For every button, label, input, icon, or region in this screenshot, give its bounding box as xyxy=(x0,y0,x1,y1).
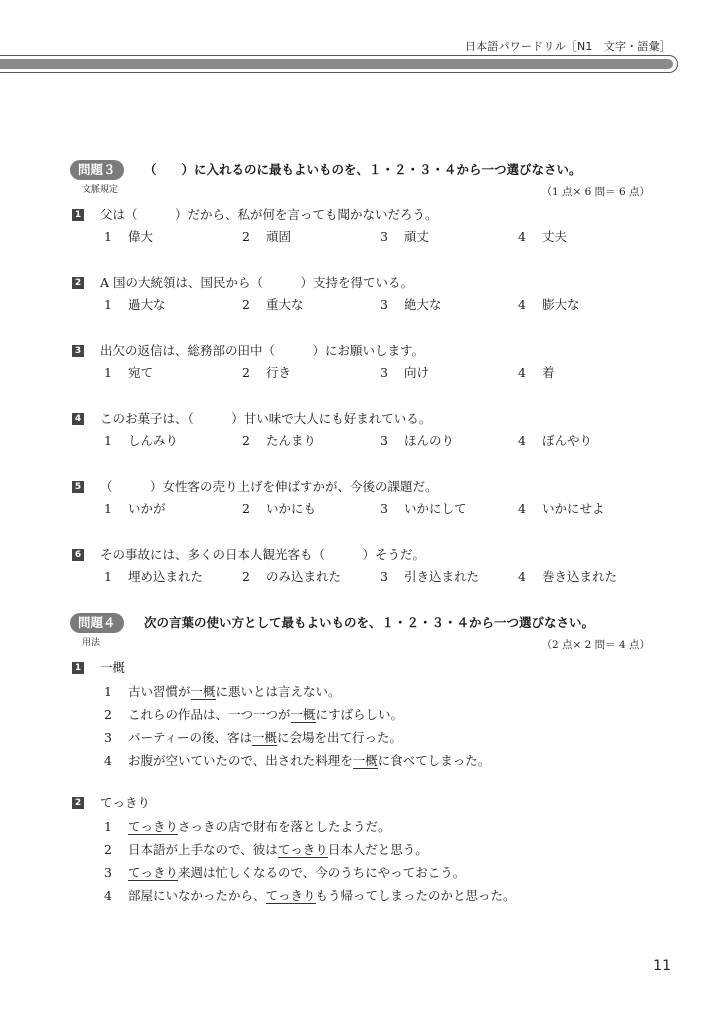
option-3[interactable]: 3 頑丈 xyxy=(380,229,430,244)
option-2[interactable]: 2 たんまり xyxy=(242,433,317,448)
section-4-instruction: 次の言葉の使い方として最もよいものを、１・２・３・４から一つ選びなさい。 xyxy=(144,615,595,630)
question-word: 一概 xyxy=(100,660,126,675)
usage-option-1[interactable]: 1 てっきりさっきの店で財布を落としたようだ。 xyxy=(104,819,391,834)
option-4[interactable]: 4 膨大な xyxy=(518,297,580,312)
question-text: このお菓子は、（ ）甘い味で大人にも好まれている。 xyxy=(100,411,432,426)
section-4-heading xyxy=(70,613,650,651)
option-3[interactable]: 3 向け xyxy=(380,365,430,380)
option-4[interactable]: 4 いかにせよ xyxy=(518,501,605,516)
header-bar xyxy=(0,55,678,73)
option-4[interactable]: 4 着 xyxy=(518,365,555,380)
option-2[interactable]: 2 行き xyxy=(242,365,292,380)
question-number: 3 xyxy=(72,345,84,357)
section-4-badge: 問題４ xyxy=(70,613,124,633)
header-bar-fill xyxy=(0,59,673,69)
header-title: 日本語パワードリル［N1 文字・語彙］ xyxy=(464,40,671,53)
option-3[interactable]: 3 絶大な xyxy=(380,297,442,312)
section-3-heading xyxy=(70,160,650,198)
question-text: （ ）女性客の売り上げを伸ばすかが、今後の課題だ。 xyxy=(100,479,438,494)
option-1[interactable]: 1 過大な xyxy=(104,297,166,312)
option-1[interactable]: 1 偉大 xyxy=(104,229,154,244)
section-4-score: （2 点× 2 問＝ 4 点） xyxy=(541,639,650,651)
question-number: 2 xyxy=(72,797,84,809)
options xyxy=(104,433,664,451)
option-2[interactable]: 2 のみ込まれた xyxy=(242,569,342,584)
question-number: 1 xyxy=(72,209,84,221)
question-number: 4 xyxy=(72,413,84,425)
question-text: A 国の大統領は、国民から（ ）支持を得ている。 xyxy=(100,275,414,290)
question-4-1 xyxy=(70,660,650,770)
question-number: 5 xyxy=(72,481,84,493)
section-4 xyxy=(70,613,650,903)
option-1[interactable]: 1 いかが xyxy=(104,501,166,516)
usage-option-3[interactable]: 3 てっきり来週は忙しくなるので、今のうちにやっておこう。 xyxy=(104,865,466,880)
usage-option-2[interactable]: 2 日本語が上手なので、彼はてっきり日本人だと思う。 xyxy=(104,842,428,857)
usage-option-2[interactable]: 2 これらの作品は、一つ一つが一概にすばらしい。 xyxy=(104,707,404,722)
option-1[interactable]: 1 しんみり xyxy=(104,433,179,448)
question-number: 1 xyxy=(72,662,84,674)
page-number: 11 xyxy=(653,958,671,974)
usage-option-4[interactable]: 4 部屋にいなかったから、てっきりもう帰ってしまったのかと思った。 xyxy=(104,888,516,903)
section-3-instruction: （ ）に入れるのに最もよいものを、１・２・３・４から一つ選びなさい。 xyxy=(144,162,582,177)
option-4[interactable]: 4 ぼんやり xyxy=(518,433,593,448)
usage-option-4[interactable]: 4 お腹が空いていたので、出された料理を一概に食べてしまった。 xyxy=(104,753,491,768)
question-text: 父は（ ）だから、私が何を言っても聞かないだろう。 xyxy=(100,207,438,222)
option-2[interactable]: 2 重大な xyxy=(242,297,304,312)
question-number: 2 xyxy=(72,277,84,289)
section-3-subtitle: 文脈規定 xyxy=(82,185,119,195)
options xyxy=(104,569,664,587)
option-4[interactable]: 4 丈夫 xyxy=(518,229,568,244)
options xyxy=(104,229,664,247)
option-3[interactable]: 3 引き込まれた xyxy=(380,569,480,584)
option-2[interactable]: 2 いかにも xyxy=(242,501,317,516)
question-text: 出欠の返信は、総務部の田中（ ）にお願いします。 xyxy=(100,343,425,358)
question-4-2 xyxy=(70,795,650,905)
option-1[interactable]: 1 埋め込まれた xyxy=(104,569,204,584)
section-3-score: （1 点× 6 問＝ 6 点） xyxy=(541,186,650,198)
option-2[interactable]: 2 頑固 xyxy=(242,229,292,244)
usage-option-3[interactable]: 3 パーティーの後、客は一概に会場を出て行った。 xyxy=(104,730,403,745)
option-3[interactable]: 3 いかにして xyxy=(380,501,467,516)
option-3[interactable]: 3 ほんのり xyxy=(380,433,455,448)
section-3 xyxy=(70,160,650,584)
question-text: その事故には、多くの日本人観光客も（ ）そうだ。 xyxy=(100,547,426,562)
options xyxy=(104,297,664,315)
question-number: 6 xyxy=(72,549,84,561)
usage-option-1[interactable]: 1 古い習慣が一概に悪いとは言えない。 xyxy=(104,684,341,699)
question-word: てっきり xyxy=(100,795,151,810)
options xyxy=(104,365,664,383)
option-4[interactable]: 4 巻き込まれた xyxy=(518,569,618,584)
section-4-subtitle: 用法 xyxy=(82,638,101,648)
section-3-badge: 問題３ xyxy=(70,160,124,180)
options xyxy=(104,501,664,519)
option-1[interactable]: 1 宛て xyxy=(104,365,154,380)
